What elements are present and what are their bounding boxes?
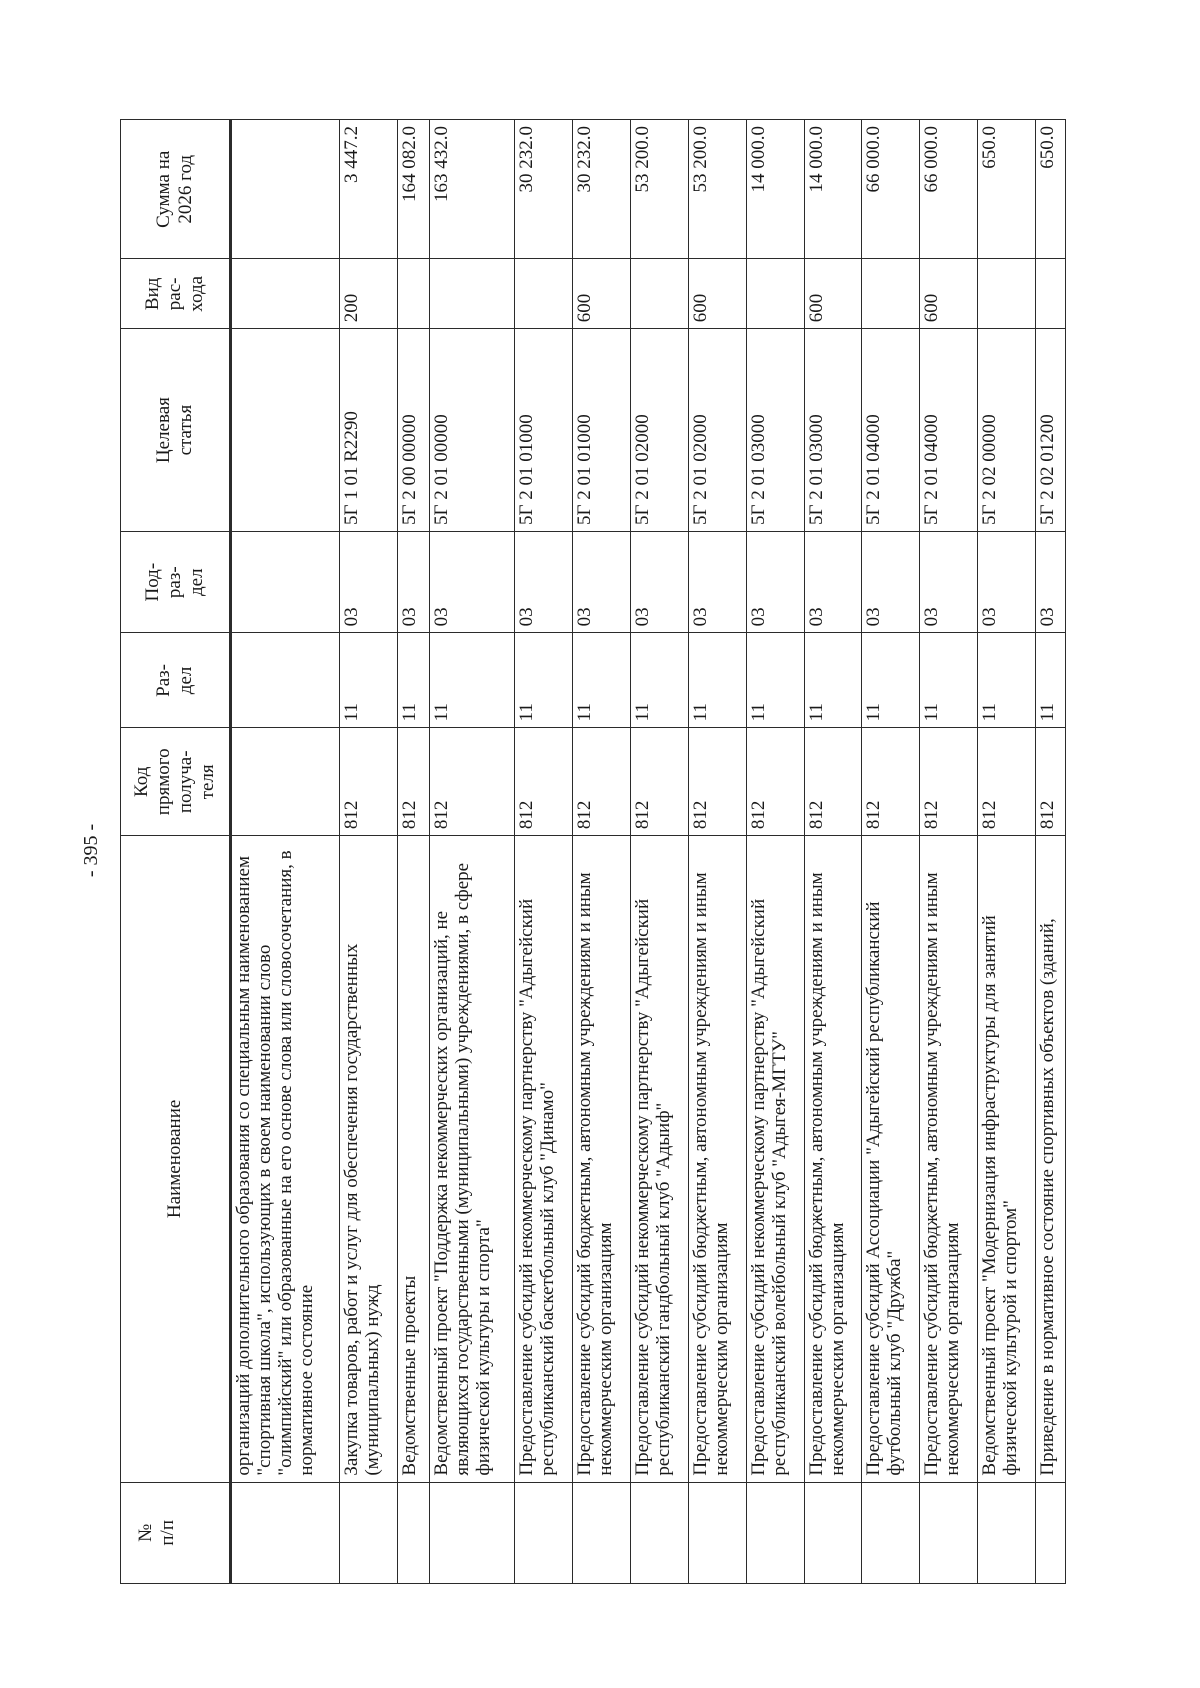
- cell-target: 5Г 2 00 00000: [397, 329, 429, 532]
- cell-section: 11: [514, 633, 572, 728]
- table-row: [630, 120, 688, 1584]
- cell-expense-type: [429, 259, 514, 329]
- cell-name: Предоставление субсидий некоммерческому партнерству "Адыгейский республиканский гандбольный клуб "Адыиф": [630, 836, 688, 1482]
- cell-number: [804, 1482, 862, 1583]
- table-row: [339, 120, 397, 1584]
- cell-recipient: 812: [804, 728, 862, 836]
- cell-recipient: 812: [688, 728, 746, 836]
- cell-target: 5Г 2 02 01200: [1036, 329, 1066, 532]
- cell-name: Ведомственные проекты: [397, 836, 429, 1482]
- cell-amount: 30 232.0: [514, 120, 572, 259]
- cell-number: [339, 1482, 397, 1583]
- cell-expense-type: [862, 259, 920, 329]
- cell-number: [630, 1482, 688, 1583]
- cell-recipient: 812: [862, 728, 920, 836]
- cell-target: 5Г 2 01 03000: [746, 329, 804, 532]
- cell-name: Ведомственный проект "Поддержка некоммерческих организаций, не являющихся государственными (муниципальными) учреждениями, в сфере физической культуры и спорта": [429, 836, 514, 1482]
- cell-recipient: 812: [920, 728, 978, 836]
- cell-subsection: 03: [920, 531, 978, 632]
- cell-name: Приведение в нормативное состояние спортивных объектов (зданий,: [1036, 836, 1066, 1482]
- cell-amount: 66 000.0: [920, 120, 978, 259]
- cell-number: [1036, 1482, 1066, 1583]
- cell-expense-type: [514, 259, 572, 329]
- cell-expense-type: 600: [920, 259, 978, 329]
- cell-amount: 53 200.0: [630, 120, 688, 259]
- cell-section: 11: [397, 633, 429, 728]
- cell-recipient: [231, 728, 340, 836]
- cell-amount: 53 200.0: [688, 120, 746, 259]
- cell-amount: 3 447.2: [339, 120, 397, 259]
- cell-section: 11: [804, 633, 862, 728]
- cell-expense-type: [630, 259, 688, 329]
- rotated-table-container: [120, 119, 1066, 1584]
- page-number: [72, 800, 112, 900]
- cell-subsection: [231, 531, 340, 632]
- cell-target: [231, 329, 340, 532]
- cell-expense-type: [746, 259, 804, 329]
- cell-amount: 164 082.0: [397, 120, 429, 259]
- cell-target: 5Г 2 01 04000: [920, 329, 978, 532]
- cell-name: Предоставление субсидий бюджетным, автономным учреждениям и иным некоммерческим организациям: [920, 836, 978, 1482]
- cell-expense-type: 600: [804, 259, 862, 329]
- cell-recipient: 812: [397, 728, 429, 836]
- cell-section: 11: [746, 633, 804, 728]
- cell-amount: 163 432.0: [429, 120, 514, 259]
- cell-section: 11: [630, 633, 688, 728]
- cell-number: [688, 1482, 746, 1583]
- table-row: [804, 120, 862, 1584]
- cell-amount: 650.0: [1036, 120, 1066, 259]
- cell-subsection: 03: [746, 531, 804, 632]
- table-row: [688, 120, 746, 1584]
- table-row: [1036, 120, 1066, 1584]
- cell-target: 5Г 2 01 04000: [862, 329, 920, 532]
- cell-number: [746, 1482, 804, 1583]
- cell-section: 11: [920, 633, 978, 728]
- cell-amount: 650.0: [978, 120, 1036, 259]
- table-row: [397, 120, 429, 1584]
- cell-number: [920, 1482, 978, 1583]
- header-name: Наименование: [121, 836, 231, 1482]
- table-header-row: [121, 120, 231, 1584]
- cell-section: 11: [862, 633, 920, 728]
- cell-name: Предоставление субсидий некоммерческому партнерству "Адыгейский республиканский волейбольный клуб "Адыгея-МГТУ": [746, 836, 804, 1482]
- cell-subsection: 03: [397, 531, 429, 632]
- cell-section: 11: [339, 633, 397, 728]
- budget-table: [120, 119, 1066, 1584]
- cell-number: [429, 1482, 514, 1583]
- cell-expense-type: [231, 259, 340, 329]
- cell-subsection: 03: [572, 531, 630, 632]
- cell-target: 5Г 2 01 01000: [514, 329, 572, 532]
- cell-amount: 14 000.0: [804, 120, 862, 259]
- cell-name: Ведомственный проект "Модернизация инфраструктуры для занятий физической культурой и спортом": [978, 836, 1036, 1482]
- cell-name: Предоставление субсидий бюджетным, автономным учреждениям и иным некоммерческим организациям: [688, 836, 746, 1482]
- cell-expense-type: 600: [688, 259, 746, 329]
- cell-name: Предоставление субсидий Ассоциации "Адыгейский республиканский футбольный клуб "Дружба": [862, 836, 920, 1482]
- cell-target: 5Г 2 01 01000: [572, 329, 630, 532]
- cell-section: 11: [688, 633, 746, 728]
- cell-target: 5Г 1 01 R2290: [339, 329, 397, 532]
- cell-expense-type: 200: [339, 259, 397, 329]
- cell-recipient: 812: [429, 728, 514, 836]
- table-row: [746, 120, 804, 1584]
- table-row: [862, 120, 920, 1584]
- cell-recipient: 812: [978, 728, 1036, 836]
- cell-number: [978, 1482, 1036, 1583]
- cell-subsection: 03: [1036, 531, 1066, 632]
- cell-number: [862, 1482, 920, 1583]
- cell-name: Закупка товаров, работ и услуг для обеспечения государственных (муниципальных) нужд: [339, 836, 397, 1482]
- cell-recipient: 812: [514, 728, 572, 836]
- table-row: [920, 120, 978, 1584]
- cell-number: [231, 1482, 340, 1583]
- cell-subsection: 03: [339, 531, 397, 632]
- header-target-article: Целевая статья: [121, 329, 231, 532]
- cell-section: [231, 633, 340, 728]
- cell-recipient: 812: [339, 728, 397, 836]
- table-row: [572, 120, 630, 1584]
- cell-name: организаций дополнительного образования со специальным наименованием "спортивная школа", использующих в своем наименовании слово "олимпийский" или образованные на его основе слова или словосочетания, в нормативное состояние: [231, 836, 340, 1482]
- cell-expense-type: [978, 259, 1036, 329]
- cell-subsection: 03: [514, 531, 572, 632]
- cell-subsection: 03: [630, 531, 688, 632]
- cell-section: 11: [572, 633, 630, 728]
- cell-subsection: 03: [978, 531, 1036, 632]
- cell-subsection: 03: [804, 531, 862, 632]
- cell-subsection: 03: [688, 531, 746, 632]
- header-recipient-code: Код прямого получа- теля: [121, 728, 231, 836]
- header-section: Раз- дел: [121, 633, 231, 728]
- table-row: [429, 120, 514, 1584]
- header-subsection: Под- раз- дел: [121, 531, 231, 632]
- cell-recipient: 812: [1036, 728, 1066, 836]
- cell-amount: [231, 120, 340, 259]
- cell-amount: 66 000.0: [862, 120, 920, 259]
- cell-target: 5Г 2 01 00000: [429, 329, 514, 532]
- table-row: [978, 120, 1036, 1584]
- cell-number: [397, 1482, 429, 1583]
- cell-recipient: 812: [630, 728, 688, 836]
- cell-section: 11: [1036, 633, 1066, 728]
- cell-target: 5Г 2 01 02000: [630, 329, 688, 532]
- cell-recipient: 812: [746, 728, 804, 836]
- table-row: [514, 120, 572, 1584]
- cell-amount: 14 000.0: [746, 120, 804, 259]
- cell-expense-type: [1036, 259, 1066, 329]
- page-number-text: - 395 -: [80, 823, 103, 877]
- cell-subsection: 03: [862, 531, 920, 632]
- cell-section: 11: [978, 633, 1036, 728]
- header-amount-2026: Сумма на 2026 год: [121, 120, 231, 259]
- cell-number: [572, 1482, 630, 1583]
- cell-name: Предоставление субсидий бюджетным, автономным учреждениям и иным некоммерческим организациям: [804, 836, 862, 1482]
- cell-amount: 30 232.0: [572, 120, 630, 259]
- cell-name: Предоставление субсидий бюджетным, автономным учреждениям и иным некоммерческим организациям: [572, 836, 630, 1482]
- cell-target: 5Г 2 01 03000: [804, 329, 862, 532]
- table-row: [231, 120, 340, 1584]
- cell-target: 5Г 2 02 00000: [978, 329, 1036, 532]
- cell-recipient: 812: [572, 728, 630, 836]
- cell-target: 5Г 2 01 02000: [688, 329, 746, 532]
- header-expense-type: Вид рас- хода: [121, 259, 231, 329]
- cell-subsection: 03: [429, 531, 514, 632]
- cell-expense-type: [397, 259, 429, 329]
- cell-number: [514, 1482, 572, 1583]
- header-number: № п/п: [121, 1482, 231, 1583]
- cell-section: 11: [429, 633, 514, 728]
- cell-name: Предоставление субсидий некоммерческому партнерству "Адыгейский республиканский баскетбольный клуб "Динамо": [514, 836, 572, 1482]
- cell-expense-type: 600: [572, 259, 630, 329]
